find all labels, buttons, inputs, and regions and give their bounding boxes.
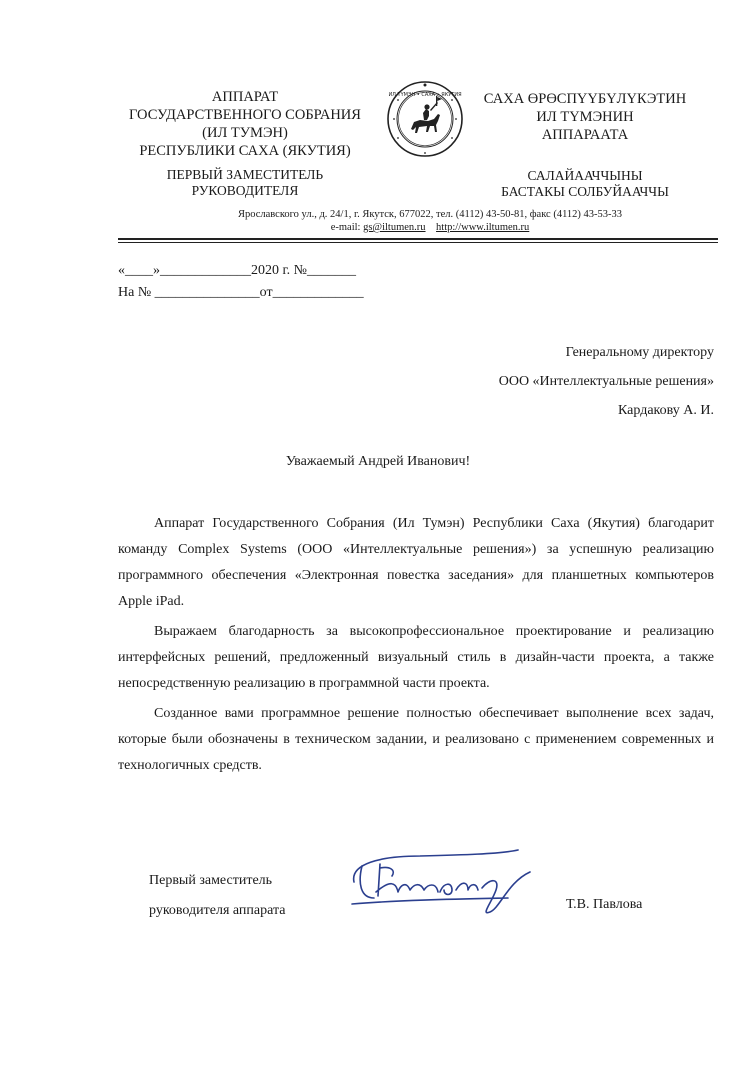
outgoing-number-line: «____»_____________2020 г. №_______ (118, 263, 357, 278)
signatory-role (149, 866, 285, 926)
addressee-block (374, 338, 714, 425)
addressee-company: ООО «Интеллектуальные решения» (498, 374, 714, 389)
role-line: Первый заместитель (149, 873, 273, 888)
body-paragraph: Созданное вами программное решение полностью обеспечивает выполнение всех задач, которые были обозначены в техническом задании, и реализовано с применением современных и технологичных средств. (118, 706, 714, 773)
org-line: (ИЛ ТУМЭН) (202, 125, 288, 141)
contact-line (120, 221, 740, 234)
org-name-ru (100, 88, 390, 160)
handwritten-signature-icon (340, 842, 550, 922)
coat-of-arms-emblem-icon (386, 80, 464, 158)
seal-text: ИЛ ТҮМЭН • САХА • ЯКУТИЯ (388, 92, 462, 98)
position-line: ПЕРВЫЙ ЗАМЕСТИТЕЛЬ (166, 167, 324, 182)
org-name-sah (470, 90, 700, 144)
website-link[interactable]: http://www.iltumen.ru (436, 222, 530, 233)
position-line: САЛАЙААЧЧЫНЫ (527, 168, 643, 183)
role-line: руководителя аппарата (149, 903, 286, 918)
org-line: САХА ӨРӨСПҮҮБҮЛҮКЭТИН (483, 91, 687, 107)
header-divider (118, 238, 718, 240)
incoming-reference-line: На № _______________от_____________ (118, 285, 364, 300)
position-sah (470, 168, 700, 200)
position-line: БАСТАКЫ СОЛБУЙААЧЧЫ (501, 184, 669, 199)
header-divider-thin (118, 242, 718, 243)
contact-address (120, 208, 740, 234)
addressee-title: Генеральному директору (565, 345, 714, 360)
letter-body (118, 511, 714, 783)
position-line: РУКОВОДИТЕЛЯ (191, 183, 299, 198)
position-ru (100, 167, 390, 199)
registration-block (118, 260, 364, 304)
org-line: ИЛ ТҮМЭНИН (536, 109, 634, 125)
addressee-name: Кардакову А. И. (618, 403, 714, 418)
org-line: АППАРААТА (541, 127, 629, 143)
address-line: Ярославского ул., д. 24/1, г. Якутск, 677022, тел. (4112) 43-50-81, факс (4112) 43-53-33 (237, 209, 623, 220)
org-line: АППАРАТ (211, 89, 279, 105)
body-paragraph: Аппарат Государственного Собрания (Ил Тумэн) Республики Саха (Якутия) благодарит команду Complex Systems (ООО «Интеллектуальные решения») за успешную реализацию программного обеспечения «Электронная повестка заседания» для планшетных компьютеров Apple iPad. (118, 516, 714, 609)
salutation: Уважаемый Андрей Иванович! (285, 454, 471, 469)
email-link[interactable]: gs@iltumen.ru (363, 222, 426, 233)
signatory-name: Т.В. Павлова (566, 897, 643, 912)
header-left-block (100, 88, 390, 199)
org-line: РЕСПУБЛИКИ САХА (ЯКУТИЯ) (139, 143, 351, 159)
org-line: ГОСУДАРСТВЕННОГО СОБРАНИЯ (129, 107, 361, 123)
header-right-block (470, 90, 700, 200)
body-paragraph: Выражаем благодарность за высокопрофессиональное проектирование и реализацию интерфейсных решений, предложенный визуальный стиль в дизайн-части проекта, а также непосредственную реализацию в программной части проекта. (118, 624, 714, 691)
email-label: e-mail: (330, 222, 364, 233)
